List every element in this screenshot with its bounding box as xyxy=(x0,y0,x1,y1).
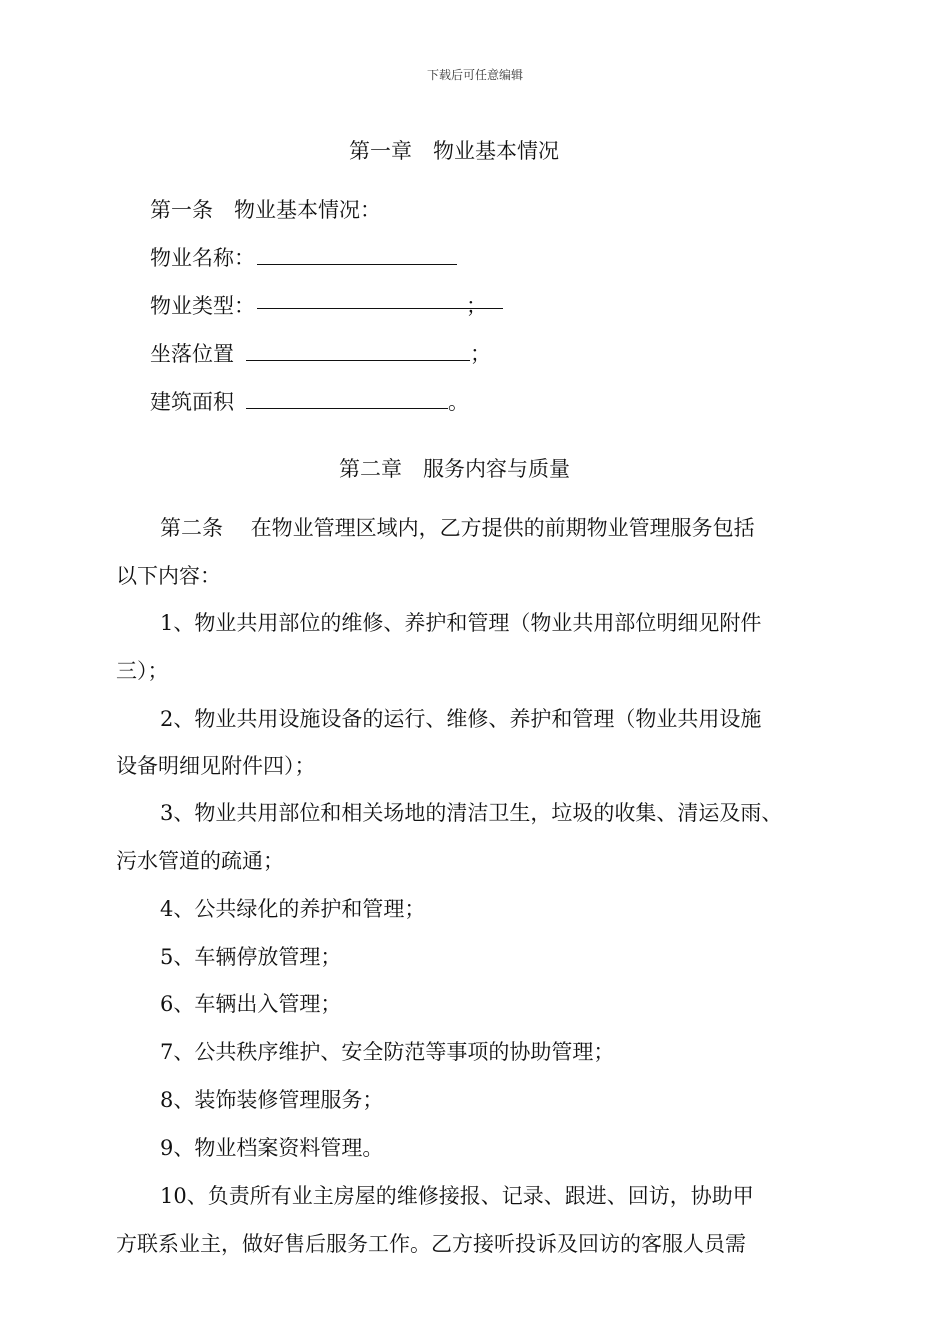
field-label: 物业名称： xyxy=(150,246,255,270)
fill-in-blank xyxy=(257,290,503,318)
fill-in-blank xyxy=(246,342,470,361)
field-suffix: 。 xyxy=(448,390,469,414)
field-label: 物业类型： xyxy=(150,294,255,318)
paragraph-line: 第二条 在物业管理区域内，乙方提供的前期物业管理服务包括 xyxy=(160,516,755,540)
paragraph-line: 设备明细见附件四）； xyxy=(116,754,316,778)
paragraph-line: 污水管道的疏通； xyxy=(116,849,284,873)
list-item: 7、公共秩序维护、安全防范等事项的协助管理； xyxy=(160,1040,615,1064)
fill-in-blank xyxy=(246,390,448,409)
paragraph-line: 1、物业共用部位的维修、养护和管理（物业共用部位明细见附件 xyxy=(160,611,762,635)
field-floor-area xyxy=(150,386,469,416)
article-1-heading: 第一条 物业基本情况： xyxy=(150,198,381,222)
fill-in-blank xyxy=(257,246,457,265)
list-item: 8、装饰装修管理服务； xyxy=(160,1088,384,1112)
paragraph-line: 2、物业共用设施设备的运行、维修、养护和管理（物业共用设施 xyxy=(160,707,762,731)
paragraph-line: 3、物业共用部位和相关场地的清洁卫生，垃圾的收集、清运及雨、 xyxy=(160,801,783,825)
field-label: 建筑面积 xyxy=(150,390,234,414)
field-suffix: ； xyxy=(470,342,491,366)
paragraph-line: 方联系业主，做好售后服务工作。乙方接听投诉及回访的客服人员需 xyxy=(116,1232,746,1256)
chapter-2-title: 第二章 服务内容与质量 xyxy=(339,457,570,481)
field-suffix: ； xyxy=(466,294,487,318)
paragraph-line: 三）； xyxy=(116,659,169,683)
list-item: 6、车辆出入管理； xyxy=(160,992,342,1016)
field-label: 坐落位置 xyxy=(150,342,234,366)
page-header: 下载后可任意编辑 xyxy=(426,68,523,82)
field-property-name xyxy=(150,242,457,272)
list-item: 9、物业档案资料管理。 xyxy=(160,1136,384,1160)
field-property-type xyxy=(150,290,503,320)
paragraph-line: 10、负责所有业主房屋的维修接报、记录、跟进、回访，协助甲 xyxy=(160,1184,754,1208)
paragraph-line: 以下内容： xyxy=(116,564,221,588)
list-item: 4、公共绿化的养护和管理； xyxy=(160,897,426,921)
chapter-1-title: 第一章 物业基本情况 xyxy=(349,139,559,163)
field-location xyxy=(150,338,491,368)
list-item: 5、车辆停放管理； xyxy=(160,945,342,969)
